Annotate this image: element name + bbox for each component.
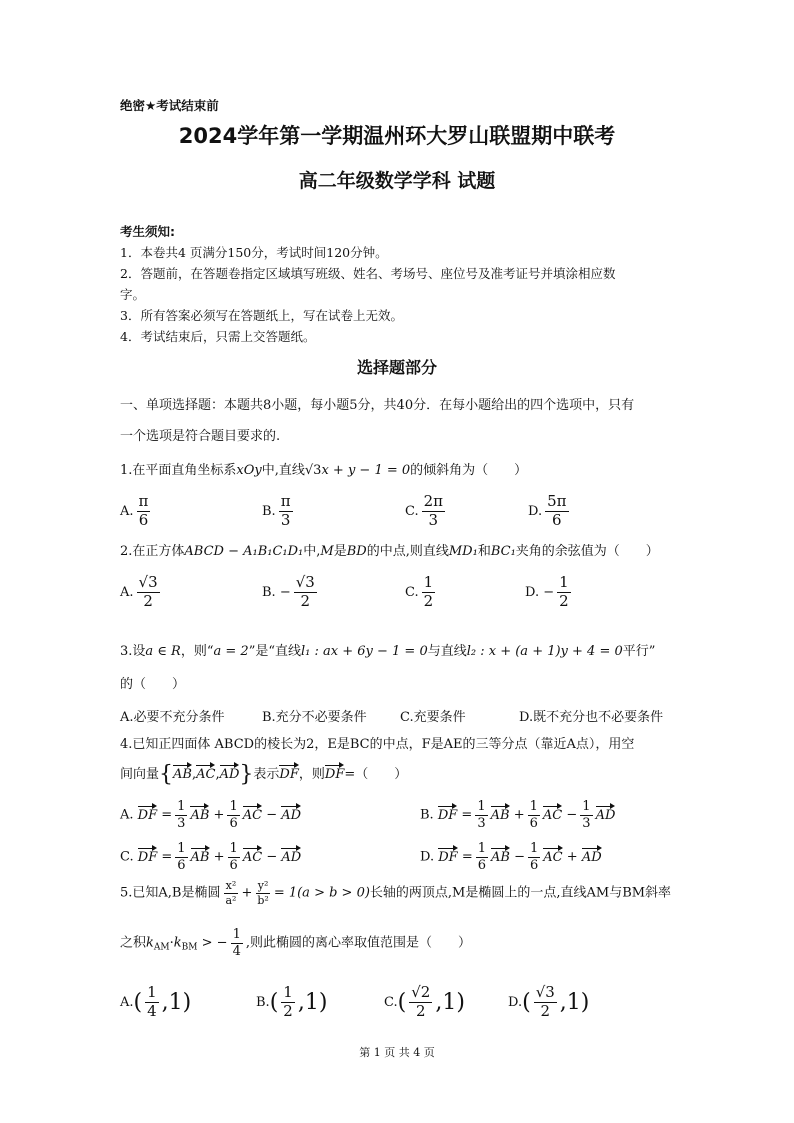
q2-option-d[interactable] [525,575,574,610]
option-label: C. [384,994,398,1010]
option-label: C. [120,849,134,865]
q2-md1: MD₁ [448,544,478,559]
q2-stem-e: 和 [477,544,491,559]
q2-option-c[interactable] [405,575,438,610]
vector-ac: AC [543,847,562,865]
frac-den: 4 [147,1001,157,1020]
q1-stem [120,459,527,478]
frac-den: 2 [423,591,434,610]
minus: − [266,807,278,823]
option-sign: − [279,584,291,600]
q3-stem-e: 平行” [622,644,656,659]
frac-num: 1 [147,983,157,1001]
q1-option-b[interactable] [262,494,296,529]
q5-k-sub-am: AM [153,942,170,953]
frac-den: 2 [283,1001,293,1020]
frac-num: 1 [229,799,238,814]
frac-den: b² [257,893,269,907]
option-label: D. [528,503,543,519]
q2-stem-f: 夹角的余弦值为（ ） [515,544,659,559]
q5-stem-line-1 [120,880,671,906]
paren-close: ,1) [161,989,192,1015]
vector-ab: AB [491,847,510,865]
vector-df: DF [438,805,457,823]
q3-stem-a: 3.设 [120,644,146,659]
frac-num: √2 [411,983,431,1001]
frac-num: 1 [177,841,186,856]
vector-df: DF [325,764,344,782]
vector-df: DF [138,847,157,865]
q5-option-d[interactable] [508,985,589,1020]
vector-df: DF [438,847,457,865]
option-label: A. [120,584,134,600]
frac-den: 6 [229,857,238,873]
frac-den: 6 [229,815,238,831]
frac-num: 1 [477,799,486,814]
q2-cube: ABCD − A₁B₁C₁D₁ [184,544,304,559]
q4-option-a[interactable] [120,800,301,830]
option-label: A. [120,994,134,1010]
notice-heading: 考生须知: [120,224,175,239]
q4-option-b[interactable] [420,800,615,830]
vector-ac: AC [243,847,262,865]
option-sign: − [543,584,555,600]
option-label: B. [262,503,276,519]
frac-num: 1 [229,841,238,856]
q3-option-a[interactable]: A.必要不充分条件 [120,710,225,725]
section-title: 选择题部分 [356,358,437,377]
frac-num: 1 [477,841,487,856]
q5-stem-b: 长轴的两顶点,M是椭圆上的一点,直线AM与BM斜率 [369,885,672,901]
frac-num: 1 [529,799,538,814]
frac-num: √3 [295,573,315,591]
equals: = [461,807,473,823]
q4-stem-line-1: 4.已知正四面体 ABCD的棱长为2，E是BC的中点，F是AE的三等分点（靠近A点），用空 [120,737,635,752]
vector-ad: AD [596,805,616,823]
q3-stem [120,640,655,659]
q5-k: k [146,935,154,951]
option-label: B. [262,584,276,600]
q3-option-d[interactable]: D.既不充分也不必要条件 [519,710,664,725]
paren-close: ,1) [297,989,328,1015]
q4-stem-d: =（ ） [344,767,408,782]
vector-ac: AC [543,805,562,823]
q3-option-b[interactable]: B.充分不必要条件 [262,710,367,725]
vector-ab: AB [491,805,510,823]
frac-num: 1 [232,927,241,942]
q3-option-c[interactable]: C.充要条件 [400,710,466,725]
plus: + [213,807,225,823]
instructions-line-2: 一个选项是符合题目要求的. [120,429,281,444]
vector-ac: AC [196,764,215,782]
plus: + [241,885,253,901]
frac-num: √3 [535,983,555,1001]
frac-num: 1 [283,983,293,1001]
notice-item-2: 2．答题前，在答题卷指定区域填写班级、姓名、考场号、座位号及准考证号并填涂相应数 [120,266,616,281]
q5-option-b[interactable] [256,985,327,1020]
q3-a2: a = 2 [213,644,249,659]
plus: + [566,849,578,865]
paren-open: ( [269,989,279,1015]
vector-ab: AB [173,764,192,782]
option-label: A. [120,503,134,519]
q1-sqrt: √3 [304,463,322,478]
confidential-label: 绝密★考试结束前 [120,98,219,113]
option-label: B. [420,807,434,823]
q2-bc1: BC₁ [490,544,516,559]
notice-item-2-cont: 字。 [120,287,146,302]
paren-open: ( [397,989,407,1015]
q4-stem-b: 表示 [253,767,280,782]
frac-num: 5π [547,492,567,510]
minus: − [514,849,526,865]
plus: + [213,849,225,865]
vector-ab: AB [191,847,210,865]
q1-stem-b: 中,直线 [261,463,305,478]
q2-option-b[interactable] [262,575,320,610]
q1-option-d[interactable] [528,494,572,529]
plus: + [513,807,525,823]
exam-subtitle: 高二年级数学学科 试题 [298,170,496,192]
equals: = [161,807,173,823]
frac-num: √3 [138,573,158,591]
q1-option-a[interactable] [120,494,153,529]
frac-den: 6 [552,510,562,529]
frac-den: 6 [529,815,538,831]
q1-option-c[interactable] [405,494,448,529]
frac-den: 3 [477,815,486,831]
q5-dot: · [169,935,174,951]
q2-stem-a: 2.在正方体 [120,544,185,559]
q2-stem-d: 的中点,则直线 [366,544,449,559]
notice-item-1: 1．本卷共4 页满分150分，考试时间120分钟。 [120,245,388,260]
q2-bd: BD [346,544,367,559]
frac-num: 1 [423,573,434,591]
q5-stem-a: 5.已知A,B是椭圆 [120,885,221,901]
frac-den: 4 [232,943,241,959]
q4-option-c[interactable] [120,842,301,872]
notice-item-4: 4．考试结束后，只需上交答题纸。 [120,329,316,344]
frac-den: 2 [559,591,569,610]
notice-item-3: 3．所有答案必须写在答题纸上，写在试卷上无效。 [120,308,403,323]
q3-line-l2: l₂ : x + (a + 1)y + 4 = 0 [466,644,623,659]
q2-stem [120,540,659,559]
frac-num: x² [225,879,237,892]
frac-den: 3 [582,815,591,831]
option-label: C. [405,584,419,600]
frac-den: 6 [177,857,186,873]
vector-ac: AC [243,805,262,823]
vector-ad: AD [582,847,602,865]
q5-k: k [173,935,182,951]
paren-open: ( [133,989,143,1015]
option-label: C. [405,503,419,519]
q1-coord: xOy [236,463,262,478]
q5-k-sub-bm: BM [181,942,198,953]
q2-m: M [320,544,334,559]
q5-gt: > − [201,935,228,951]
vector-ad: AD [281,847,301,865]
option-label: B. [256,994,270,1010]
option-label: D. [525,584,540,600]
vector-df: DF [138,805,157,823]
vector-ad: AD [220,764,240,782]
exam-title: 2024学年第一学期温州环大罗山联盟期中联考 [178,124,616,148]
q3-stem-cont: 的（ ） [120,677,186,692]
q2-option-a[interactable] [120,575,163,610]
option-label: D. [420,849,435,865]
vector-ab: AB [190,805,209,823]
q5-stem-line-2 [120,928,471,958]
frac-den: 2 [143,591,153,610]
paren-open: ( [522,989,531,1015]
equals: = [461,849,473,865]
page-footer: 第 1 页 共 4 页 [359,1046,435,1059]
q3-stem-d: 与直线 [427,644,467,659]
frac-num: 1 [177,799,186,814]
q3-cond: a ∈ R [145,644,181,659]
equals: = [161,849,173,865]
frac-num: π [280,492,291,510]
frac-num: 1 [582,799,591,814]
q2-stem-c: 是 [333,544,347,559]
q1-equation: x + y − 1 = 0 [321,463,411,478]
frac-den: 6 [530,857,539,873]
frac-den: 3 [177,815,186,831]
minus: − [566,807,578,823]
minus: − [266,849,278,865]
frac-den: 6 [138,510,149,529]
frac-den: 3 [280,510,291,529]
q3-line-l1: l₁ : ax + 6y − 1 = 0 [300,644,428,659]
paren-close: ,1) [435,989,465,1015]
q4-stem-line-2: 间向量{AB,AC,AD}表示DF，则DF=（ ） [120,762,408,787]
brace-open: { [159,762,174,787]
vector-df: DF [279,764,298,782]
q5-stem-c: 之积 [120,935,147,951]
q3-stem-c: ”是“直线 [248,644,301,659]
frac-num: y² [257,879,269,892]
frac-num: 2π [423,492,444,510]
q5-stem-d: ,则此椭圆的离心率取值范围是（ ） [245,935,471,951]
frac-den: 2 [416,1001,426,1020]
frac-num: 1 [559,573,569,591]
q1-stem-a: 1.在平面直角坐标系 [120,463,237,478]
frac-den: 2 [300,591,311,610]
q4-stem-c: ，则 [298,767,325,782]
frac-den: 6 [477,857,487,873]
q3-stem-b: ，则“ [180,644,214,659]
q1-stem-c: 的倾斜角为（ ） [410,463,528,478]
q4-option-d[interactable] [420,842,602,872]
brace-close: } [239,762,254,787]
frac-den: 3 [428,510,439,529]
vector-ad: AD [281,805,301,823]
q5-cond: = 1(a > b > 0) [273,885,370,901]
option-label: D. [508,994,523,1010]
frac-num: π [138,492,149,510]
option-label: A. [120,807,134,823]
q5-option-a[interactable] [120,985,191,1020]
q5-option-c[interactable] [384,985,465,1020]
frac-den: a² [225,893,237,907]
paren-close: ,1) [559,989,590,1015]
instructions-line-1: 一、单项选择题：本题共8小题，每小题5分，共40分．在每小题给出的四个选项中，只有 [120,398,635,413]
frac-den: 2 [540,1001,551,1020]
q4-stem-a: 间向量 [120,767,160,782]
frac-num: 1 [530,841,539,856]
q2-stem-b: 中, [303,544,321,559]
